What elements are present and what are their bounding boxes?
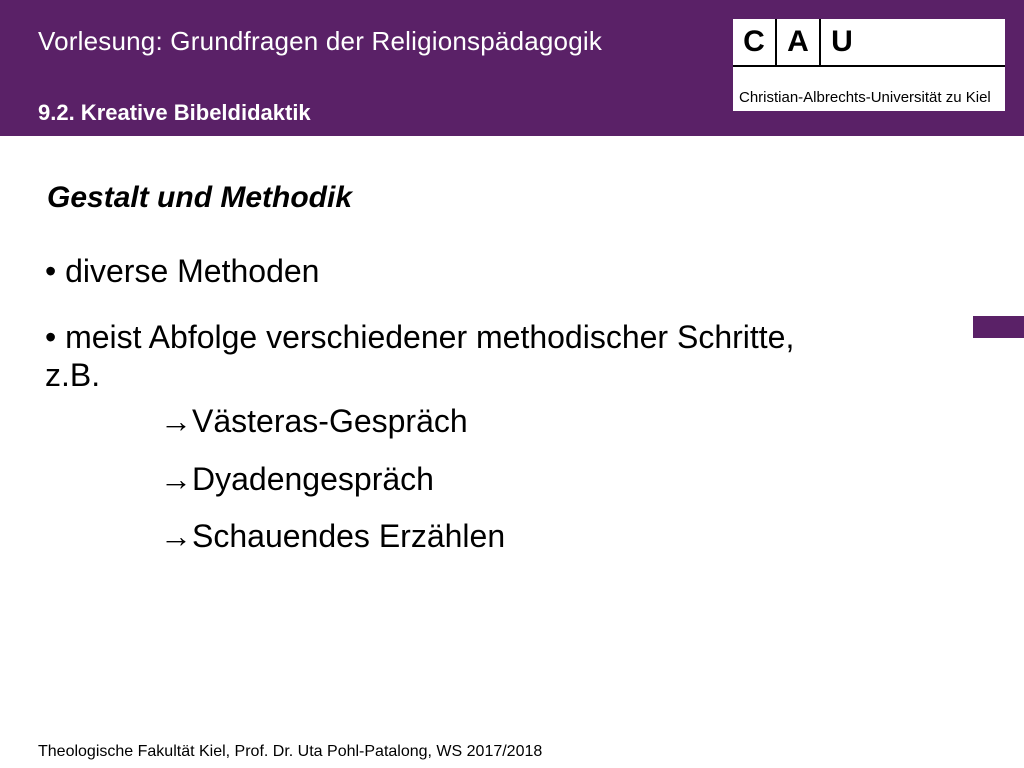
- logo-letter-u: U: [831, 25, 853, 58]
- section-title: 9.2. Kreative Bibeldidaktik: [38, 100, 311, 125]
- logo-divider: [733, 65, 1005, 67]
- header-bar: [0, 0, 1024, 136]
- arrow-item-text: Schauendes Erzählen: [192, 518, 506, 554]
- arrow-item-text: Västeras-Gespräch: [192, 403, 468, 439]
- university-name: Christian-Albrechts-Universität zu Kiel: [739, 89, 991, 106]
- course-title: Vorlesung: Grundfragen der Religionspädagogik: [38, 26, 603, 56]
- side-accent-bar: [973, 316, 1024, 338]
- arrow-right-icon: →: [160, 461, 192, 497]
- university-logo: [733, 19, 1005, 111]
- arrow-list-item: [160, 461, 434, 498]
- arrow-list-item: [160, 403, 468, 440]
- bullet-item: [45, 318, 794, 394]
- bullet-continuation: z.B.: [45, 357, 101, 393]
- logo-letter-a: A: [787, 25, 809, 58]
- bullet-text: • meist Abfolge verschiedener methodischer Schritte,: [45, 319, 795, 355]
- logo-letter-c: C: [743, 25, 765, 58]
- arrow-right-icon: →: [160, 518, 192, 554]
- bullet-text: • diverse Methoden: [45, 253, 320, 289]
- arrow-list-item: [160, 518, 505, 555]
- bullet-item: [45, 252, 319, 290]
- arrow-right-icon: →: [160, 403, 192, 439]
- logo-letters: [733, 19, 863, 65]
- slide-heading: Gestalt und Methodik: [47, 181, 353, 214]
- footer-text: Theologische Fakultät Kiel, Prof. Dr. Uta Pohl-Patalong, WS 2017/2018: [38, 743, 543, 760]
- arrow-item-text: Dyadengespräch: [192, 461, 434, 497]
